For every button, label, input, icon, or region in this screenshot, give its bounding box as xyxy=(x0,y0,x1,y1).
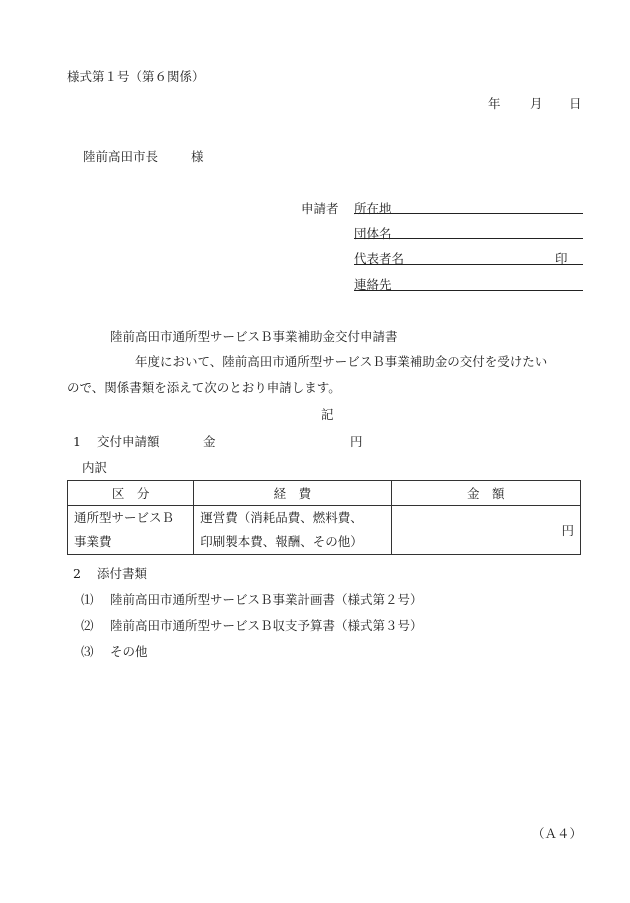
breakdown-label: 内訳 xyxy=(82,460,108,475)
section-2-label: 添付書類 xyxy=(97,566,148,581)
header-category: 区 分 xyxy=(68,481,194,506)
table-header-row xyxy=(68,481,581,506)
header-amount: 金 額 xyxy=(391,481,580,506)
header-expense: 経 費 xyxy=(194,481,391,506)
category-line-2: 事業費 xyxy=(74,534,112,549)
org-name-field-line xyxy=(354,238,583,239)
date-month-label: 月 xyxy=(530,96,543,111)
amount-unit: 円 xyxy=(561,522,574,538)
contact-label: 連絡先 xyxy=(354,277,392,292)
amount-yen-label: 円 xyxy=(350,434,363,449)
section-1-number: 1 xyxy=(73,434,81,449)
form-number: 様式第１号（第６関係） xyxy=(67,69,205,84)
section-2-number: 2 xyxy=(73,566,81,581)
expense-cell xyxy=(194,506,391,555)
attachment-2-marker: ⑵ xyxy=(81,618,94,633)
table-row xyxy=(68,506,581,555)
representative-label: 代表者名 xyxy=(354,251,405,266)
address-label: 所在地 xyxy=(354,201,392,216)
recipient-honorific: 様 xyxy=(191,149,204,164)
org-name-label: 団体名 xyxy=(354,226,392,241)
contact-field-line xyxy=(354,290,583,291)
attachment-1-text: 陸前高田市通所型サービスＢ事業計画書（様式第２号） xyxy=(110,592,423,607)
attachment-3-marker: ⑶ xyxy=(81,644,94,659)
attachment-3-text: その他 xyxy=(110,644,148,659)
section-1-label: 交付申請額 xyxy=(97,434,160,449)
ki-heading: 記 xyxy=(321,407,334,422)
expense-line-2: 印刷製本費、報酬、その他） xyxy=(200,534,363,549)
expense-line-1: 運営費（消耗品費、燃料費、 xyxy=(200,510,363,525)
paper-size-note: （Ａ４） xyxy=(532,826,583,841)
seal-mark: 印 xyxy=(555,251,568,266)
intro-line-1: 年度において、陸前高田市通所型サービスＢ事業補助金の交付を受けたい xyxy=(135,354,548,369)
recipient-name: 陸前高田市長 xyxy=(83,149,159,164)
address-field-line xyxy=(354,213,583,214)
date-year-label: 年 xyxy=(488,96,501,111)
amount-cell xyxy=(391,506,580,555)
breakdown-table xyxy=(67,480,581,555)
amount-kin-label: 金 xyxy=(203,434,216,449)
date-day-label: 日 xyxy=(569,96,582,111)
applicant-label: 申請者 xyxy=(301,201,339,216)
representative-field-line xyxy=(354,264,583,265)
intro-line-2: ので、関係書類を添えて次のとおり申請します。 xyxy=(67,380,341,395)
category-line-1: 通所型サービスＢ xyxy=(74,510,175,525)
attachment-2-text: 陸前高田市通所型サービスＢ収支予算書（様式第３号） xyxy=(110,618,423,633)
document-title: 陸前高田市通所型サービスＢ事業補助金交付申請書 xyxy=(110,329,398,344)
attachment-1-marker: ⑴ xyxy=(81,592,94,607)
category-cell xyxy=(68,506,194,555)
